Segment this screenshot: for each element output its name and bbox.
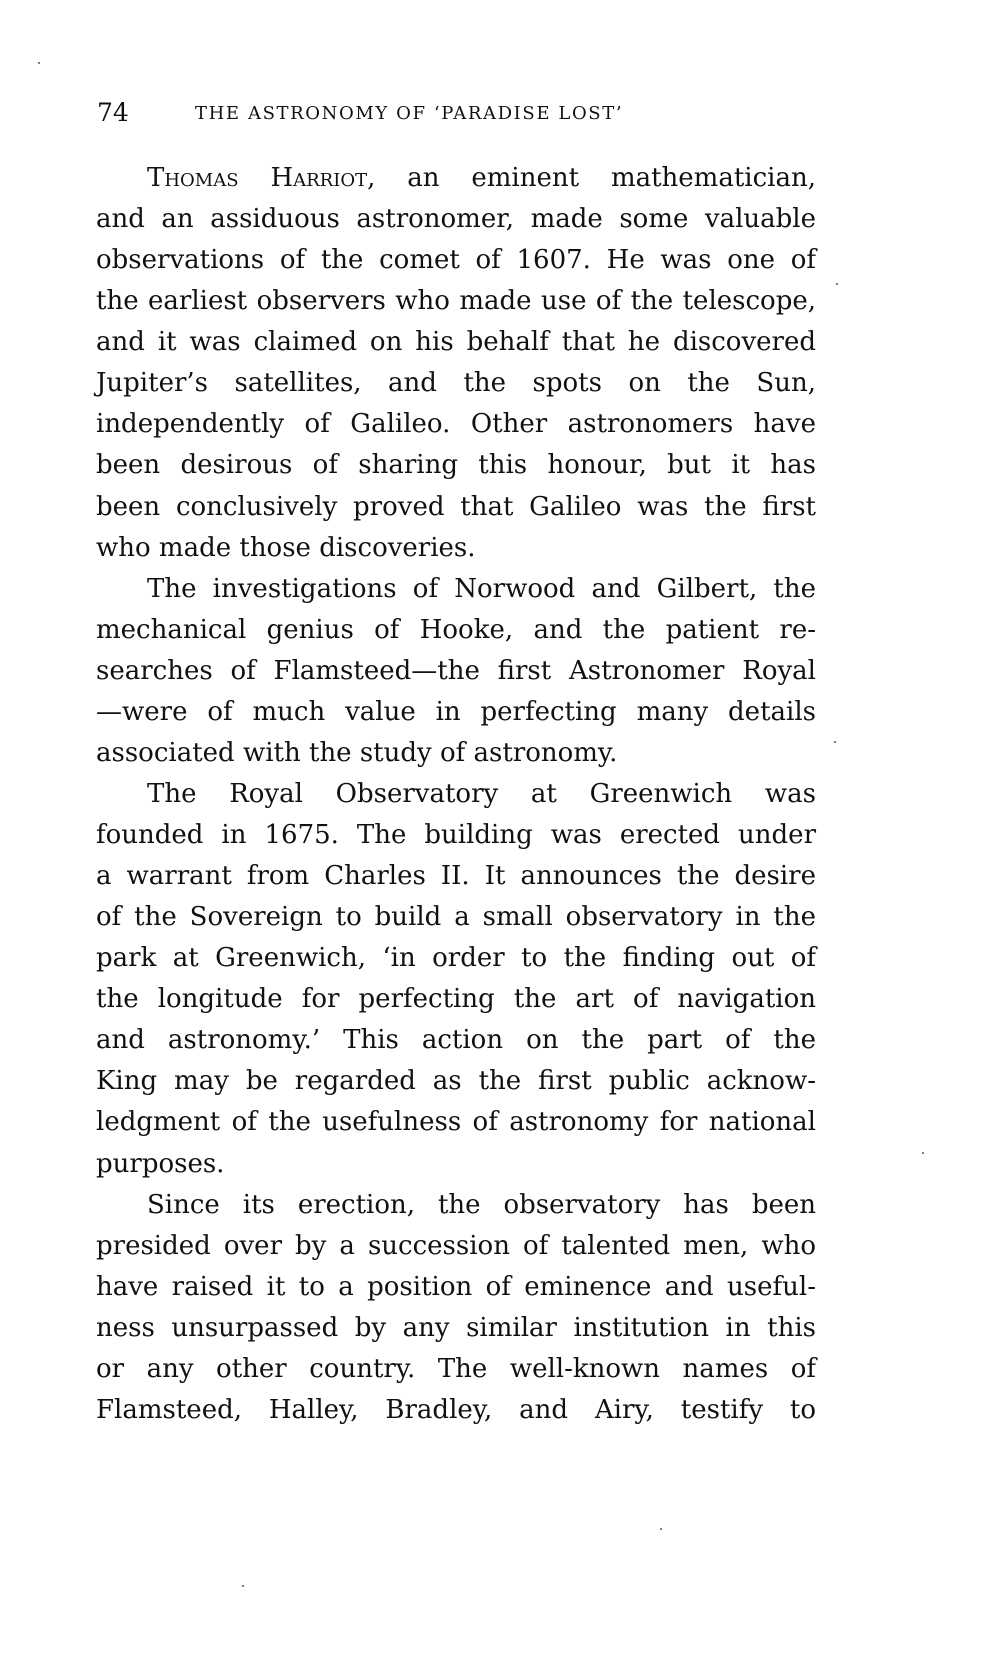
text-line: park at Greenwich, ‘in order to the finding out of xyxy=(96,943,816,974)
text-line: and astronomy.’ This action on the part of the xyxy=(96,1025,816,1056)
paragraph xyxy=(96,569,816,774)
text-line: Flamsteed, Halley, Bradley, and Airy, testify to xyxy=(96,1394,816,1425)
scan-speck xyxy=(660,1528,662,1530)
small-caps-name: Thomas Harriot xyxy=(147,163,368,193)
text-line: and it was claimed on his behalf that he discovered xyxy=(96,327,816,358)
text-line: presided over by a succession of talented men, who xyxy=(96,1230,816,1261)
text-line: founded in 1675. The building was erected under xyxy=(96,820,816,850)
text-line: the longitude for perfecting the art of navigation xyxy=(96,984,816,1015)
text-line: or any other country. The well-known names of xyxy=(96,1353,816,1384)
running-header xyxy=(97,98,817,132)
text-line: mechanical genius of Hooke, and the patient re- xyxy=(96,614,816,645)
text-line: Since its erection, the observatory has been xyxy=(147,1189,816,1220)
line-rest: , an eminent mathematician, xyxy=(367,163,816,193)
text-line: ness unsurpassed by any similar institution in this xyxy=(96,1312,816,1343)
body-text xyxy=(96,158,816,1431)
text-line: who made those discoveries. xyxy=(96,532,476,563)
scan-speck xyxy=(38,62,40,64)
text-line: the earliest observers who made use of the telescope, xyxy=(96,286,816,317)
text-line: The Royal Observatory at Greenwich was xyxy=(147,778,816,809)
text-line: associated with the study of astronomy. xyxy=(96,737,618,768)
text-line: and an assiduous astronomer, made some valuable xyxy=(96,204,816,235)
text-line: —were of much value in perfecting many details xyxy=(96,696,816,727)
text-line: been conclusively proved that Galileo was the first xyxy=(96,491,816,522)
paragraph xyxy=(96,158,816,569)
text-line: ledgment of the usefulness of astronomy for national xyxy=(96,1107,816,1138)
page-number: 74 xyxy=(97,98,129,127)
text-line: of the Sovereign to build a small observatory in the xyxy=(96,902,816,933)
text-line: have raised it to a position of eminence and useful- xyxy=(96,1271,816,1302)
paragraph xyxy=(96,1185,816,1431)
text-line: independently of Galileo. Other astronomers have xyxy=(96,409,816,440)
scan-speck xyxy=(922,1152,924,1154)
scan-speck xyxy=(836,283,838,285)
text-line: King may be regarded as the first public acknow- xyxy=(96,1066,816,1097)
text-line: observations of the comet of 1607. He was one of xyxy=(96,245,816,276)
text-line: Jupiter’s satellites, and the spots on the Sun, xyxy=(96,368,816,399)
text-line: purposes. xyxy=(96,1148,225,1179)
text-line: been desirous of sharing this honour, but it has xyxy=(96,450,816,481)
paragraph xyxy=(96,774,816,1185)
running-title: THE ASTRONOMY OF ‘PARADISE LOST’ xyxy=(195,103,624,124)
scan-speck xyxy=(834,741,836,743)
text-line xyxy=(96,158,816,199)
text-line: The investigations of Norwood and Gilbert, the xyxy=(147,573,816,604)
text-line: searches of Flamsteed—the first Astronomer Royal xyxy=(96,655,816,686)
text-line: a warrant from Charles II. It announces the desire xyxy=(96,861,816,892)
scan-speck xyxy=(242,1585,244,1587)
